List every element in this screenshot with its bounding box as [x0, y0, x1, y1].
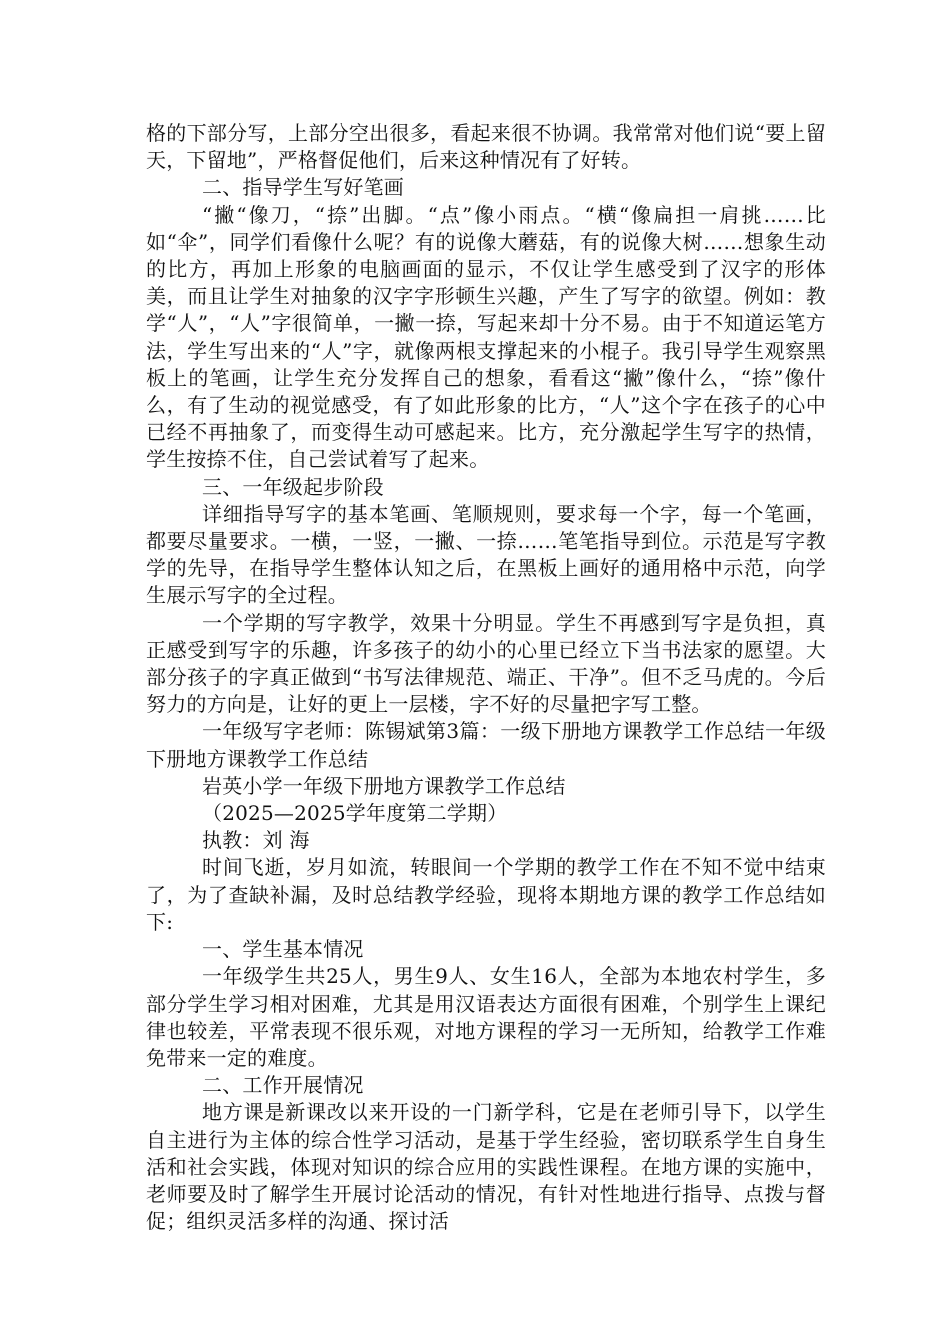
document-body [146, 120, 826, 1235]
paragraph-12: 一年级学生共25人，男生9人、女生16人，全部为本地农村学生，多部分学生学习相对困难，尤其是用汉语表达方面很有困难，个别学生上课纪律也较差，平常表现不很乐观，对地方课程的学习一无所知，给教学工作难免带来一定的难度。 [146, 964, 826, 1070]
paragraph-5: 一个学期的写字教学，效果十分明显。学生不再感到写字是负担，真正感受到写字的乐趣，许多孩子的幼小的心里已经立下当书法家的愿望。大部分孩子的字真正做到“书写法律规范、端正、干净”。但不乏马虎的。今后努力的方向是，让好的更上一层楼，字不好的尽量把字写工整。 [146, 610, 826, 717]
report-title: 岩英小学一年级下册地方课教学工作总结 [202, 773, 566, 798]
paragraph-10: 时间飞逝，岁月如流，转眼间一个学期的教学工作在不知不觉中结束了，为了查缺补漏，及时总结教学经验，现将本期地方课的教学工作总结如下: [146, 855, 826, 934]
section-heading-strokes: 二、指导学生写好笔画 [202, 175, 404, 200]
paragraph-2: “撇“像刀，“捺”出脚。“点”像小雨点。“横“像扁担一肩挑……比如“伞”，同学们看像什么呢？有的说像大蘑菇，有的说像大树……想象生动的比方，再加上形象的电脑画面的显示，不仅让学生感受到了汉字的形体美，而且让学生对抽象的汉字字形顿生兴趣，产生了写字的欲望。例如：教学“人”，“人”字很简单，一撇一捺，写起来却十分不易。由于不知道运笔方法，学生写出来的“人”字，就像两根支撑起来的小棍子。我引导学生观察黑板上的笔画，让学生充分发挥自己的想象，看看这“撇”像什么，“捺”像什么，有了生动的视觉感受，有了如此形象的比方，“人”这个字在孩子的心中已经不再抽象了，而变得生动可感起来。比方，充分激起学生写字的热情，学生按捺不住，自己尝试着写了起来。 [146, 202, 826, 472]
report-author: 执教：刘 海 [202, 828, 310, 853]
report-term: （2025—2025学年度第二学期） [202, 801, 508, 826]
section-heading-students: 一、学生基本情况 [202, 937, 364, 962]
paragraph-4: 详细指导写字的基本笔画、笔顺规则，要求每一个字，每一个笔画，都要尽量要求。一横，一竖，一撇、一捺……笔笔指导到位。示范是写字教学的先导，在指导学生整体认知之后，在黑板上画好的通用格中示范，向学生展示写字的全过程。 [146, 501, 826, 608]
paragraph-6: 一年级写字老师：陈锡斌第3篇：一级下册地方课教学工作总结一年级下册地方课教学工作总结 [146, 719, 826, 771]
paragraph-0: 格的下部分写，上部分空出很多，看起来很不协调。我常常对他们说“要上留天，下留地”，严格督促他们，后来这种情况有了好转。 [146, 121, 826, 173]
section-heading-first-grade: 三、一年级起步阶段 [202, 474, 384, 499]
paragraph-14: 地方课是新课改以来开设的一门新学科，它是在老师引导下，以学生自主进行为主体的综合性学习活动，是基于学生经验，密切联系学生自身生活和社会实践，体现对知识的综合应用的实践性课程。在地方课的实施中，老师要及时了解学生开展讨论活动的情况，有针对性地进行指导、点拨与督促；组织灵活多样的沟通、探讨活 [146, 1100, 826, 1234]
section-heading-work: 二、工作开展情况 [202, 1073, 364, 1098]
